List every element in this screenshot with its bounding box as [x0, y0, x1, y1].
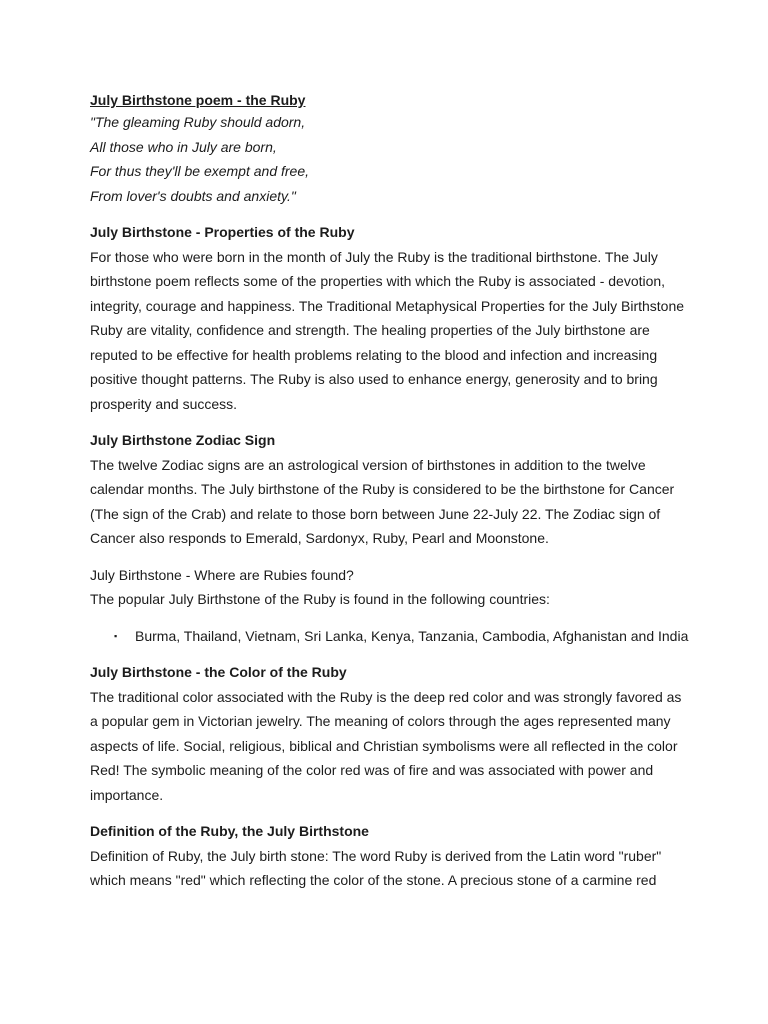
color-paragraph: The traditional color associated with the Ruby is the deep red color and was strongly favored as a popular gem in Victorian jewelry. The meaning of colors through the ages represented many aspects of life. Social, religious, biblical and Christian symbolisms were all reflected in the color Red! The symbolic meaning of the color red was of fire and was associated with power and importance. [90, 688, 682, 803]
color-heading: July Birthstone - the Color of the Ruby [90, 664, 347, 680]
definition-paragraph: Definition of Ruby, the July birth stone: The word Ruby is derived from the Latin word "ruber" which means "red" which reflecting the color of the stone. A precious stone of a carmine red [90, 847, 662, 888]
found-intro: The popular July Birthstone of the Ruby is found in the following countries: [90, 591, 550, 607]
found-heading: July Birthstone - Where are Rubies found? [90, 566, 354, 583]
bullet-icon: ▪ [114, 630, 118, 641]
document-page [90, 90, 690, 893]
poem-text [90, 110, 690, 208]
poem-line: All those who in July are born, [90, 138, 277, 155]
properties-paragraph: For those who were born in the month of July the Ruby is the traditional birthstone. The July birthstone poem reflects some of the properties with which the Ruby is associated - devotion, integrity, courage and happiness. The Traditional Metaphysical Properties for the July Birthstone Ruby are vitality, confidence and strength. The healing properties of the July birthstone are reputed to be effective for health problems relating to the blood and infection and increasing positive thought patterns. The Ruby is also used to enhance energy, generosity and to bring prosperity and success. [90, 248, 685, 412]
countries-list [90, 624, 690, 649]
poem-title: July Birthstone poem - the Ruby [90, 92, 306, 108]
poem-line: For thus they'll be exempt and free, [90, 163, 310, 179]
list-item [90, 624, 690, 649]
poem-line: From lover's doubts and anxiety." [90, 187, 296, 204]
poem-line: "The gleaming Ruby should adorn, [90, 114, 306, 130]
definition-heading: Definition of the Ruby, the July Birthstone [90, 823, 369, 839]
countries-text: Burma, Thailand, Vietnam, Sri Lanka, Kenya, Tanzania, Cambodia, Afghanistan and India [135, 627, 689, 644]
zodiac-paragraph: The twelve Zodiac signs are an astrological version of birthstones in addition to the twelve calendar months. The July birthstone of the Ruby is considered to be the birthstone for Cancer (The sign of the Crab) and relate to those born between June 22-July 22. The Zodiac sign of Cancer also responds to Emerald, Sardonyx, Ruby, Pearl and Moonstone. [90, 456, 675, 546]
properties-heading: July Birthstone - Properties of the Ruby [90, 224, 355, 240]
zodiac-heading: July Birthstone Zodiac Sign [90, 432, 276, 448]
